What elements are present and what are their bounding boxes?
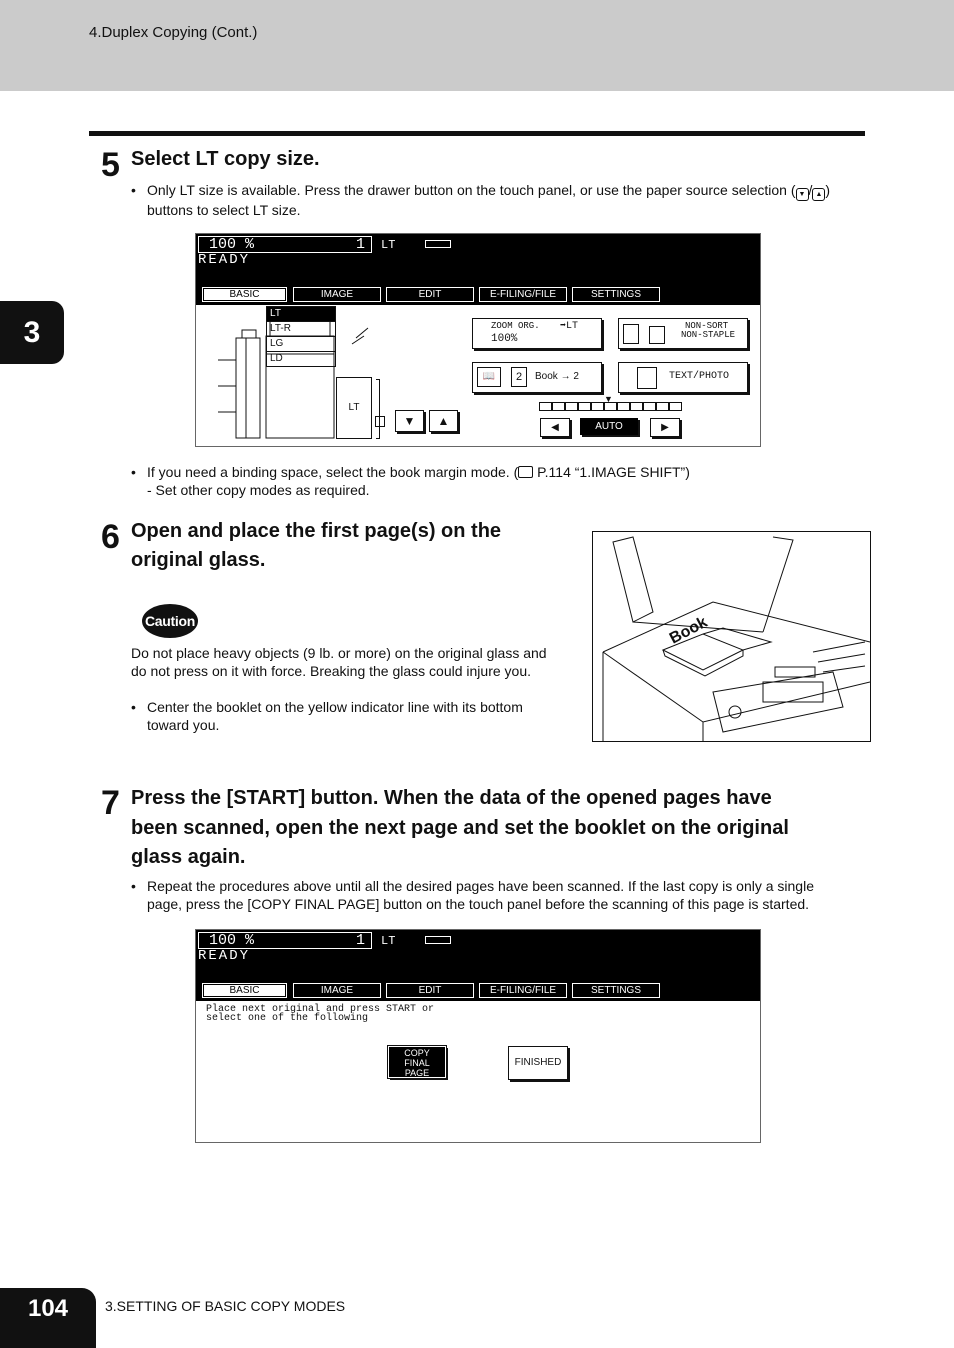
tab-image[interactable]: IMAGE	[293, 287, 381, 302]
tab-settings[interactable]: SETTINGS	[572, 287, 660, 302]
up-arrow-icon: ▲	[437, 414, 450, 428]
tab-edit[interactable]: EDIT	[386, 983, 474, 998]
density-lighter-button[interactable]	[540, 418, 570, 437]
bracket-divider	[376, 379, 380, 439]
tab-settings[interactable]: SETTINGS	[572, 983, 660, 998]
text-photo-icon	[637, 367, 657, 389]
down-arrow-icon: ▼	[403, 414, 416, 428]
instruction-message: Place next original and press START or select one of the following	[206, 1004, 435, 1024]
text-photo-button[interactable]: TEXT/PHOTO	[618, 362, 748, 393]
step-number: 6	[101, 518, 120, 556]
copy-final-page-button[interactable]: COPY FINAL PAGE	[388, 1046, 446, 1078]
status-text: READY	[198, 252, 251, 268]
status-text: READY	[198, 948, 251, 964]
chevron-left-icon: ◀	[551, 422, 559, 433]
caution-text: Do not place heavy objects (9 lb. or more) on the original glass and do not press on it with force. Breaking the glass could injure you.	[131, 645, 547, 679]
bypass-tray-button[interactable]: LT	[336, 377, 372, 439]
paper-size-lg[interactable]: LG	[266, 337, 336, 352]
drawer-icon	[375, 416, 385, 427]
touch-panel-basic	[195, 233, 761, 447]
panel-header	[196, 234, 760, 305]
header-title: 4.Duplex Copying (Cont.)	[89, 24, 258, 41]
density-pointer-icon: ▼	[604, 394, 613, 404]
document-icon	[623, 324, 639, 344]
tab-image[interactable]: IMAGE	[293, 983, 381, 998]
panel-header	[196, 930, 760, 1001]
footer-section: 3.SETTING OF BASIC COPY MODES	[105, 1298, 346, 1314]
paper-size-ld[interactable]: LD	[266, 352, 336, 367]
zoom-counter: 100 % 1	[198, 932, 372, 949]
paper-size-indicator: LT	[381, 934, 396, 948]
step-number: 5	[101, 146, 120, 184]
density-darker-button[interactable]	[650, 418, 680, 437]
drawer-icon	[425, 240, 451, 248]
step-title: Open and place the first page(s) on the original glass.	[131, 520, 502, 571]
booklet-on-glass-illustration	[592, 531, 871, 742]
tab-e-filing[interactable]: E-FILING/FILE	[479, 287, 567, 302]
chevron-right-icon: ▶	[661, 422, 669, 433]
bullet-item: • Center the booklet on the yellow indicator line with its bottom toward you.	[131, 699, 523, 733]
step-title: Select LT copy size.	[131, 148, 320, 170]
book-duplex-button[interactable]: 📖 2 Book → 2	[472, 362, 602, 393]
zoom-button[interactable]: ZOOM ORG. ➡LT 100%	[472, 318, 602, 349]
caution-badge: Caution	[142, 604, 198, 638]
down-arrow-button[interactable]	[395, 410, 424, 432]
down-arrow-icon: ▼	[796, 188, 809, 201]
tab-e-filing[interactable]: E-FILING/FILE	[479, 983, 567, 998]
bullet-item: • Repeat the procedures above until all the desired pages have been scanned. If the last copy is only a single page, press the [COPY FINAL PAGE] button on the touch panel before the scanning of this page is started.	[131, 878, 814, 912]
page-2-icon: 2	[511, 367, 527, 387]
book-label: Book	[666, 613, 711, 648]
bullet-item: • If you need a binding space, select the book margin mode. ( P.114 “1.IMAGE SHIFT”)	[131, 464, 690, 480]
paper-size-list	[266, 306, 336, 367]
zoom-counter: 100 % 1	[198, 236, 372, 253]
auto-density-button[interactable]: AUTO	[580, 418, 638, 435]
top-rule	[89, 131, 865, 136]
book-icon	[518, 466, 533, 478]
step-title: Press the [START] button. When the data of the opened pages have been scanned, open the next page and set the booklet on the original glass again.	[131, 787, 789, 868]
paper-size-lt[interactable]: LT	[266, 306, 336, 322]
chapter-tab: 3	[0, 301, 64, 364]
sub-bullet: - Set other copy modes as required.	[147, 482, 370, 498]
page-number: 104	[0, 1288, 96, 1348]
tab-edit[interactable]: EDIT	[386, 287, 474, 302]
drawer-icon	[425, 936, 451, 944]
document-icon	[649, 326, 665, 344]
page-header	[0, 0, 954, 91]
up-arrow-icon: ▲	[812, 188, 825, 201]
touch-panel-final-page	[195, 929, 761, 1143]
bullet-item: • Only LT size is available. Press the drawer button on the touch panel, or use the paper source selection ( ▼ / ▲ ) buttons to select LT size.	[131, 182, 831, 218]
sort-staple-button[interactable]: NON-SORT NON-STAPLE	[618, 318, 748, 349]
up-arrow-button[interactable]	[429, 410, 458, 432]
paper-size-lt-r[interactable]: LT-R	[266, 322, 336, 337]
book-icon: 📖	[477, 367, 501, 387]
paper-size-indicator: LT	[381, 238, 396, 252]
tab-basic[interactable]: BASIC	[202, 287, 287, 302]
step-number: 7	[101, 784, 120, 822]
tab-basic[interactable]: BASIC	[202, 983, 287, 998]
finished-button[interactable]: FINISHED	[508, 1046, 568, 1080]
copier-illustration-icon	[593, 532, 870, 741]
